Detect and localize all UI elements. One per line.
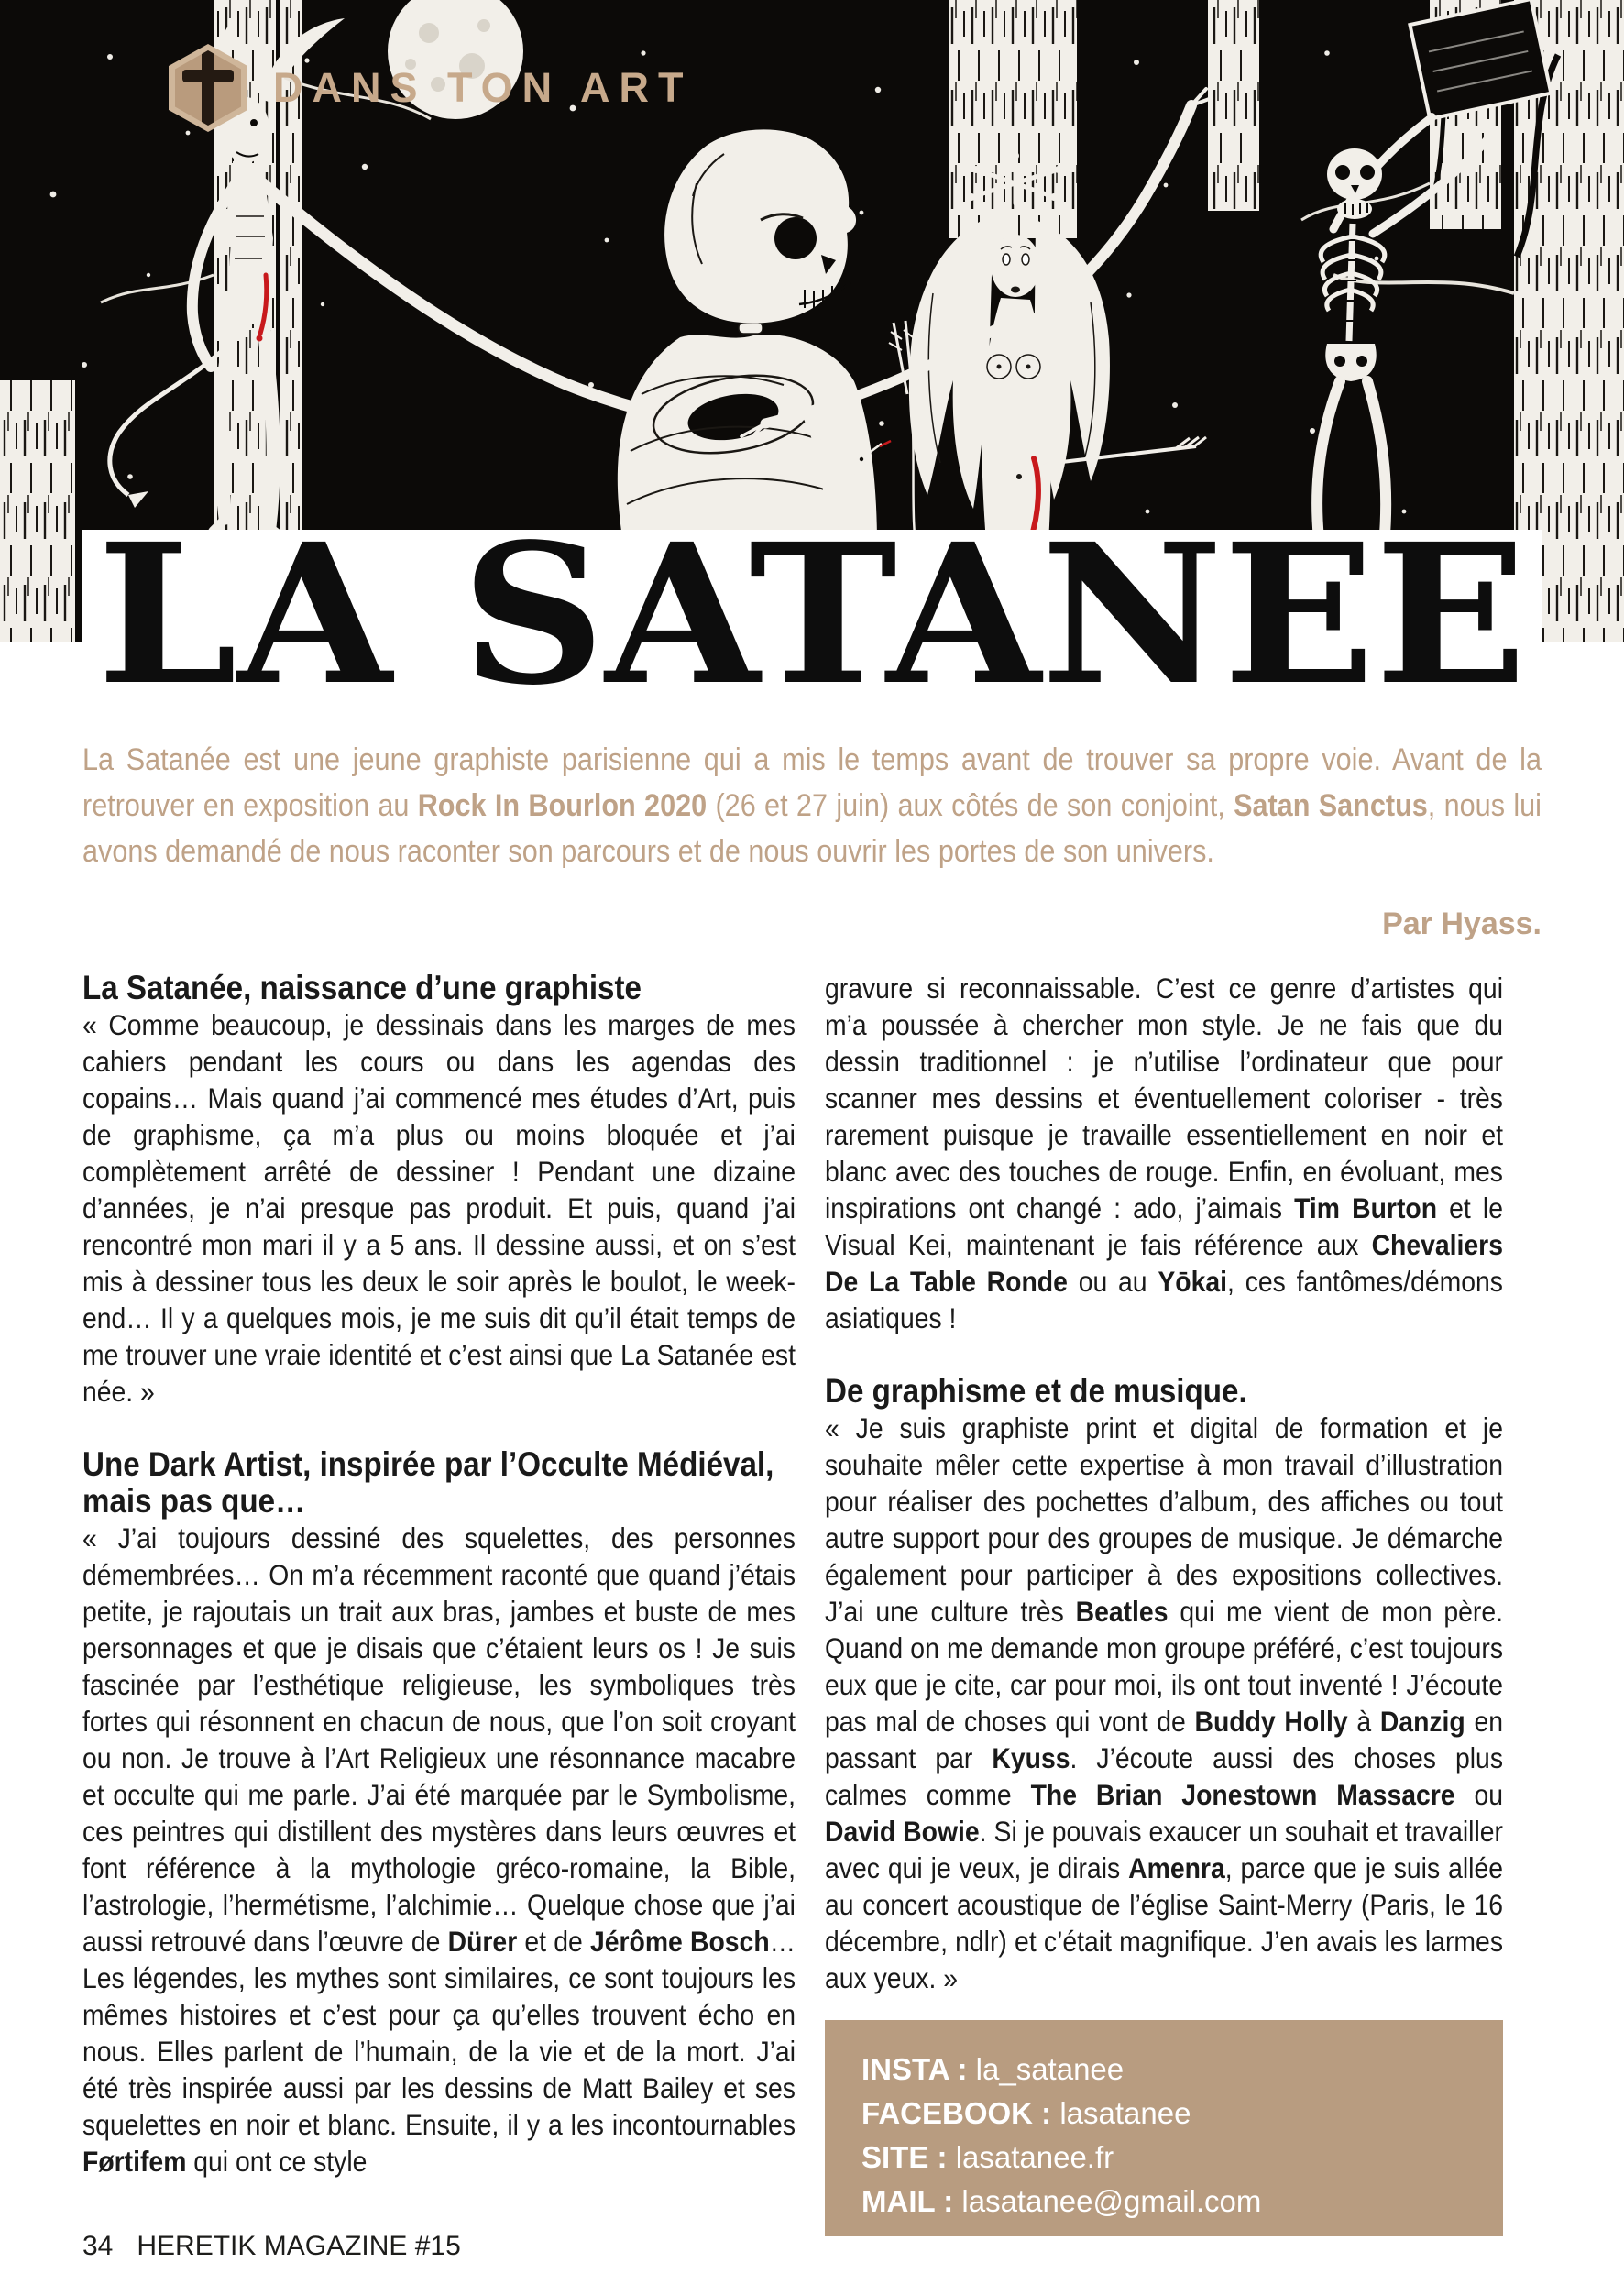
section-heading: La Satanée, naissance d’une graphiste [82,969,642,1006]
body-paragraph: « J’ai toujours dessiné des squelettes, des personnes démembrées… On m’a récemment raconté que quand j’étais petite, je rajoutais un trait aux bras, jambes et buste de mes personnages et que je disais que c’étaient leurs os ! Je suis fascinée par l’esthétique religieuse, les symboliques très fortes qui résonnent en chacun de nous, que l’on soit croyant ou non. Je trouve à l’Art Religieux une résonnance macabre et occulte qui me parle. J’ai été marquée par le Symbolisme, ces peintres qui distillent des mystères dans leurs œuvres et font référence à la mythologie gréco-romaine, la Bible, l’astrologie, l’hermétisme, l’alchimie… Quelque chose que j’ai aussi retrouvé dans l’œuvre de Dürer et de Jérôme Bosch… Les légendes, les mythes sont similaires, ce sont toujours les mêmes histoires et c’est pour ça qu’elles trouvent écho en nous. Elles parlent de l’humain, de la vie et de la mort. J’ai été très inspirée aussi par les dessins de Matt Bailey et ses squelettes en noir et blanc. Ensuite, il y a les incontournables Førtifem qui ont ce style [82,1521,796,2178]
body-paragraph: « Comme beaucoup, je dessinais dans les marges de mes cahiers pendant les cours ou dans les agendas des copains… Mais quand j’ai commencé mes études d’Art, puis de graphisme, ça m’a plus ou moins bloquée et j’ai complètement arrêté de dessiner ! Pendant une dizaine d’années, je n’ai presque pas produit. Et puis, quand j’ai rencontré mon mari il y a 5 ans. Il dessine aussi, et on s’est mis à dessiner tous les deux le soir après le boulot, le week-end… Il y a quelques mois, je me suis dit qu’il était temps de me trouver une vraie identité et c’est ainsi que La Satanée est née. » [82,1008,796,1408]
contact-label: INSTA : [861,2052,968,2086]
contact-value: lasatanee [1059,2096,1191,2130]
article-title: LA SATANEE [97,530,1527,706]
article-columns [82,970,1542,2236]
hexagon-badge [169,44,247,132]
contact-label: SITE : [861,2140,948,2174]
contact-label: MAIL : [861,2184,954,2218]
contact-value: lasatanee@gmail.com [961,2184,1262,2218]
contact-row-mail [861,2180,1476,2224]
contact-value: lasatanee.fr [955,2140,1114,2174]
left-column [82,970,796,2236]
page-footer [82,2231,461,2262]
contact-row-facebook [861,2092,1476,2136]
contact-label: FACEBOOK : [861,2096,1052,2130]
contact-value: la_satanee [975,2052,1125,2086]
byline: Par Hyass. [1382,906,1542,941]
page-number: 34 [82,2231,114,2261]
intro-section [82,737,1542,942]
body-paragraph: gravure si reconnaissable. C’est ce genre d’artistes qui m’a poussée à chercher mon style. Je ne fais que du dessin traditionnel : je n’utilise l’ordinateur que pour scanner mes dessins et éventuellement coloriser - très rarement puisque je travaille essentiellement en noir et blanc avec des touches de rouge. Enfin, en évoluant, mes inspirations ont changé : ado, j’aimais Tim Burton et le Visual Kei, maintenant je fais référence aux Chevaliers De La Table Ronde ou au Yōkai, ces fantômes/démons asiatiques ! [825,972,1503,1334]
section-heading: Une Dark Artist, inspirée par l’Occulte Médiéval, mais pas que… [82,1445,774,1520]
contact-box [825,2020,1503,2236]
hexagon-badge-inner [175,50,241,126]
logo-label: DANS TON ART [273,64,693,111]
contact-row-instagram [861,2048,1476,2092]
section-heading: De graphisme et de musique. [825,1372,1247,1410]
magazine-name: HERETIK MAGAZINE #15 [137,2231,461,2261]
contact-row-site [861,2136,1476,2180]
body-paragraph: « Je suis graphiste print et digital de formation et je souhaite mêler cette expertise à mon travail d’illustration pour réaliser des pochettes d’album, des affiches ou tout autre support pour des groupes de musique. Je démarche également pour participer à des expositions collectives. J’ai une culture très Beatles qui me vient de mon père. Quand on me demande mon groupe préféré, c’est toujours eux que je cite, car pour moi, ils ont tout inventé ! J’écoute pas mal de choses qui vont de Buddy Holly à Danzig en passant par Kyuss. J’écoute aussi des choses plus calmes comme The Brian Jonestown Massacre ou David Bowie. Si je pouvais exaucer un souhait et travailler avec qui je veux, je dirais Amenra, parce que je suis allée au concert acoustique de l’église Saint-Merry (Paris, le 16 décembre, ndlr) et c’était magnifique. J’en avais les larmes aux yeux. » [825,1411,1504,1994]
magazine-logo [169,44,693,132]
intro-paragraph: La Satanée est une jeune graphiste parisienne qui a mis le temps avant de trouver sa propre voie. Avant de la retrouver en exposition au Rock In Bourlon 2020 (26 et 27 juin) aux côtés de son conjoint, Satan Sanctus, nous lui avons demandé de nous raconter son parcours et de nous ouvrir les portes de son univers. [82,742,1542,869]
title-band [82,530,1542,706]
right-column [825,970,1503,2236]
